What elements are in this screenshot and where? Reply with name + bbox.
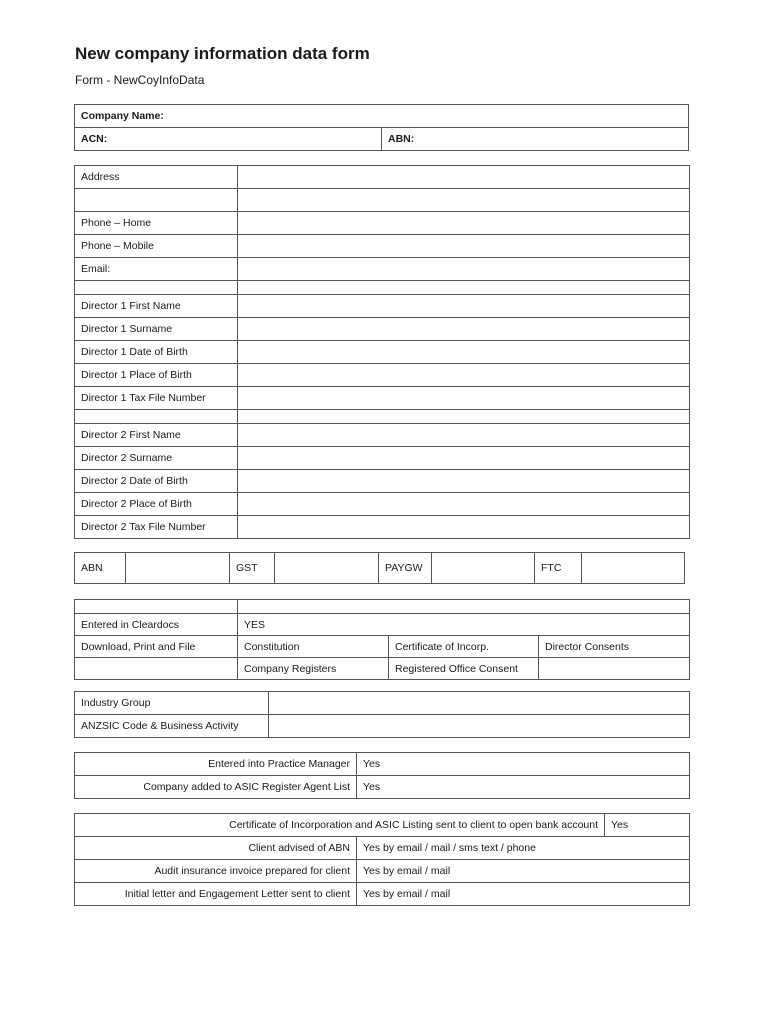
certificate-incorp-item[interactable]: Certificate of Incorp. xyxy=(389,636,539,658)
abn-field[interactable]: ABN: xyxy=(382,128,689,151)
tax-gst-input[interactable] xyxy=(275,553,379,584)
tax-abn-label: ABN xyxy=(75,553,126,584)
director1-dob-label: Director 1 Date of Birth xyxy=(75,341,238,364)
acn-field[interactable]: ACN: xyxy=(75,128,382,151)
director-consents-item[interactable]: Director Consents xyxy=(539,636,690,658)
anzsic-input[interactable] xyxy=(269,715,690,738)
certificate-sent-label: Certificate of Incorporation and ASIC Listing sent to client to open bank account xyxy=(75,814,605,837)
tax-ftc-label: FTC xyxy=(535,553,582,584)
director1-first-name-label: Director 1 First Name xyxy=(75,295,238,318)
director1-pob-label: Director 1 Place of Birth xyxy=(75,364,238,387)
director2-first-name-input[interactable] xyxy=(238,424,690,447)
practice-manager-value[interactable]: Yes xyxy=(357,753,690,776)
spacer-cell xyxy=(238,600,690,614)
certificate-sent-value[interactable]: Yes xyxy=(605,814,690,837)
client-abn-label: Client advised of ABN xyxy=(75,837,357,860)
industry-group-input[interactable] xyxy=(269,692,690,715)
address-input-line-2[interactable] xyxy=(238,189,690,212)
director2-tfn-input[interactable] xyxy=(238,516,690,539)
form-subtitle: Form - NewCoyInfoData xyxy=(75,73,205,87)
director1-pob-input[interactable] xyxy=(238,364,690,387)
director1-surname-input[interactable] xyxy=(238,318,690,341)
phone-mobile-input[interactable] xyxy=(238,235,690,258)
address-label: Address xyxy=(75,166,238,189)
industry-group-label: Industry Group xyxy=(75,692,269,715)
address-label-continued xyxy=(75,189,238,212)
director1-surname-label: Director 1 Surname xyxy=(75,318,238,341)
director2-surname-label: Director 2 Surname xyxy=(75,447,238,470)
industry-table xyxy=(74,691,690,738)
director1-first-name-input[interactable] xyxy=(238,295,690,318)
tax-paygw-label: PAYGW xyxy=(379,553,432,584)
practice-table xyxy=(74,752,690,799)
email-input[interactable] xyxy=(238,258,690,281)
page-title: New company information data form xyxy=(75,44,370,63)
company-registers-item[interactable]: Company Registers xyxy=(238,658,389,680)
constitution-item[interactable]: Constitution xyxy=(238,636,389,658)
director2-pob-input[interactable] xyxy=(238,493,690,516)
empty-item[interactable] xyxy=(539,658,690,680)
download-print-file-label: Download, Print and File xyxy=(75,636,238,658)
cleardocs-entered-label: Entered in Cleardocs xyxy=(75,614,238,636)
anzsic-label: ANZSIC Code & Business Activity xyxy=(75,715,269,738)
cleardocs-table xyxy=(74,599,690,680)
director2-surname-input[interactable] xyxy=(238,447,690,470)
details-table xyxy=(74,165,690,539)
engagement-letter-label: Initial letter and Engagement Letter sent to client xyxy=(75,883,357,906)
engagement-letter-value[interactable]: Yes by email / mail xyxy=(357,883,690,906)
tax-ftc-input[interactable] xyxy=(582,553,685,584)
director1-tfn-input[interactable] xyxy=(238,387,690,410)
phone-home-input[interactable] xyxy=(238,212,690,235)
spacer-cell xyxy=(75,600,238,614)
company-name-field[interactable]: Company Name: xyxy=(75,105,689,128)
audit-invoice-label: Audit insurance invoice prepared for client xyxy=(75,860,357,883)
spacer-cell xyxy=(238,410,690,424)
company-identity-table xyxy=(74,104,689,151)
client-abn-value[interactable]: Yes by email / mail / sms text / phone xyxy=(357,837,690,860)
cleardocs-entered-value[interactable]: YES xyxy=(238,614,690,636)
audit-invoice-value[interactable]: Yes by email / mail xyxy=(357,860,690,883)
email-label: Email: xyxy=(75,258,238,281)
address-input[interactable] xyxy=(238,166,690,189)
download-print-file-label-continued xyxy=(75,658,238,680)
tax-gst-label: GST xyxy=(230,553,275,584)
director2-dob-input[interactable] xyxy=(238,470,690,493)
director1-dob-input[interactable] xyxy=(238,341,690,364)
practice-manager-label: Entered into Practice Manager xyxy=(75,753,357,776)
tax-registration-table xyxy=(74,552,685,584)
director2-dob-label: Director 2 Date of Birth xyxy=(75,470,238,493)
phone-mobile-label: Phone – Mobile xyxy=(75,235,238,258)
director1-tfn-label: Director 1 Tax File Number xyxy=(75,387,238,410)
spacer-cell xyxy=(75,410,238,424)
director2-pob-label: Director 2 Place of Birth xyxy=(75,493,238,516)
asic-register-value[interactable]: Yes xyxy=(357,776,690,799)
client-communications-table xyxy=(74,813,690,906)
tax-paygw-input[interactable] xyxy=(432,553,535,584)
phone-home-label: Phone – Home xyxy=(75,212,238,235)
spacer-cell xyxy=(75,281,238,295)
director2-tfn-label: Director 2 Tax File Number xyxy=(75,516,238,539)
tax-abn-input[interactable] xyxy=(126,553,230,584)
spacer-cell xyxy=(238,281,690,295)
registered-office-consent-item[interactable]: Registered Office Consent xyxy=(389,658,539,680)
director2-first-name-label: Director 2 First Name xyxy=(75,424,238,447)
asic-register-label: Company added to ASIC Register Agent List xyxy=(75,776,357,799)
